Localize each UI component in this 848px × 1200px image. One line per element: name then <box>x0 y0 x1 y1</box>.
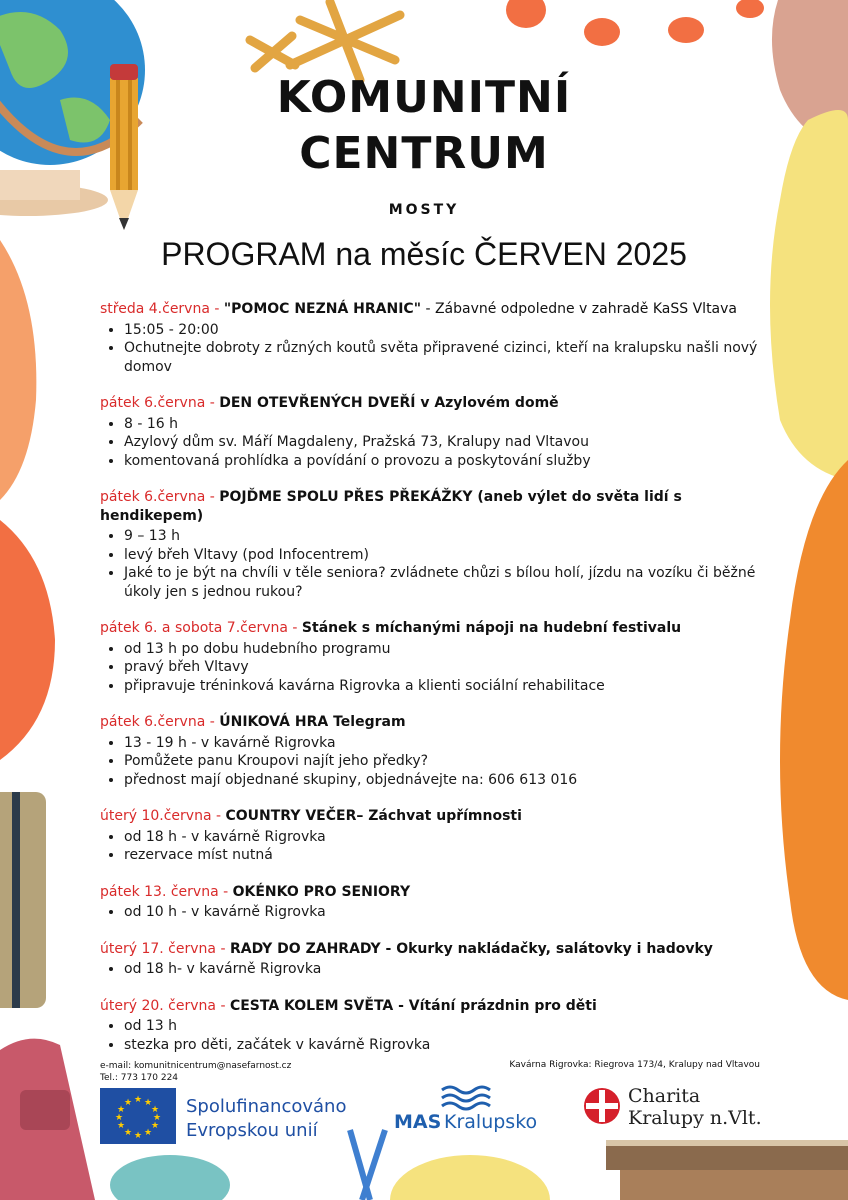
svg-text:★: ★ <box>133 1095 143 1105</box>
event-date: pátek 6. a sobota 7.června <box>100 620 288 636</box>
event-title: ÚNIKOVÁ HRA Telegram <box>219 714 406 730</box>
svg-text:★: ★ <box>143 1128 153 1138</box>
event-title: OKÉNKO PRO SENIORY <box>232 883 411 900</box>
title-line-1: KOMUNITNÍ <box>276 72 572 123</box>
svg-text:★: ★ <box>143 1098 153 1108</box>
mas-logo <box>392 1084 542 1134</box>
event-4 <box>100 619 770 695</box>
list-item: • od 13 h po dobu hudebního programu <box>124 640 770 659</box>
list-item: • levý břeh Vltavy (pod Infocentrem) <box>124 546 770 565</box>
list-item: • Ochutnejte dobroty z různých koutů světa připravené cizinci, kteří na kralupsku našli nový domov <box>124 339 770 376</box>
separator: - <box>209 301 224 317</box>
event-title: Stánek s míchanými nápoji na hudební festivalu <box>301 620 682 636</box>
list-item: • od 18 h - v kavárně Rigrovka <box>124 828 770 847</box>
list-item: • 13 - 19 h - v kavárně Rigrovka <box>124 734 770 753</box>
list-item: • rezervace míst nutná <box>124 846 770 865</box>
event-title: CESTA KOLEM SVĚTA - Vítání prázdnin pro děti <box>229 997 597 1014</box>
notebook-illustration <box>0 792 46 1008</box>
separator: - <box>211 808 226 824</box>
event-7 <box>100 883 770 922</box>
list-item: • od 10 h - v kavárně Rigrovka <box>124 903 770 922</box>
charita-cross-icon <box>584 1088 620 1124</box>
event-date: úterý 20. června <box>100 997 216 1014</box>
event-9 <box>100 997 770 1055</box>
event-8 <box>100 940 770 979</box>
footer-address: Kavárna Rigrovka: Riegrova 173/4, Kralupy nad Vltavou <box>509 1060 760 1070</box>
orange-blob-left <box>0 520 55 760</box>
event-title: COUNTRY VEČER– Záchvat upřímnosti <box>225 808 522 824</box>
event-title: "POMOC NEZNÁ HRANIC" <box>223 301 421 317</box>
event-date: úterý 17. června <box>100 940 216 957</box>
separator: - <box>287 620 302 636</box>
event-date: středa 4.června <box>100 301 210 317</box>
event-1 <box>100 300 770 376</box>
list-item: • stezka pro děti, začátek v kavárně Rigrovka <box>124 1036 770 1055</box>
charita-line1: Charita <box>628 1085 701 1107</box>
list-item: • 8 - 16 h <box>124 415 770 434</box>
list-item: • 15:05 - 20:00 <box>124 321 770 340</box>
list-item: • pravý břeh Vltavy <box>124 658 770 677</box>
separator: - <box>218 883 233 900</box>
orange-blob-left-top <box>0 240 36 500</box>
list-item: • přednost mají objednané skupiny, objednávejte na: 606 613 016 <box>124 771 770 790</box>
svg-text:★: ★ <box>150 1105 160 1115</box>
event-title: POJĎME SPOLU PŘES PŘEKÁŽKY (aneb výlet do světa lidí s hendikepem) <box>100 489 682 524</box>
list-item: • od 13 h <box>124 1017 770 1036</box>
separator: - <box>216 997 230 1014</box>
event-5 <box>100 713 770 789</box>
svg-text:★: ★ <box>150 1121 160 1131</box>
list-item: • připravuje tréninková kavárna Rigrovka a klienti sociální rehabilitace <box>124 677 770 696</box>
charita-logo <box>582 1084 782 1128</box>
event-title: RADY DO ZAHRADY - Okurky nakládačky, salátovky i hadovky <box>229 940 713 957</box>
event-date: pátek 6.června <box>100 714 206 730</box>
eu-text-line1: Spolufinancováno <box>186 1096 346 1117</box>
svg-text:★: ★ <box>152 1113 162 1123</box>
charita-line2: Kralupy n.Vlt. <box>628 1107 762 1128</box>
list-item: • Pomůžete panu Kroupovi najít jeho předky? <box>124 752 770 771</box>
event-3 <box>100 488 770 601</box>
yellow-blob-bottom <box>390 1155 550 1200</box>
list-item: • Azylový dům sv. Máří Magdaleny, Pražská 73, Kralupy nad Vltavou <box>124 433 770 452</box>
event-subtitle: - Zábavné odpoledne v zahradě KaSS Vltava <box>421 301 737 317</box>
orange-dots <box>506 0 764 46</box>
event-date: pátek 13. června <box>100 883 219 900</box>
footer-contact <box>100 1060 291 1084</box>
scissors-illustration <box>350 1130 385 1200</box>
separator: - <box>216 940 230 957</box>
list-item: • Jaké to je být na chvíli v těle seniora? zvládnete chůzi s bílou holí, jízdu na vozíku či běžné úkoly jen s jednou rukou? <box>124 564 770 601</box>
title-line-2: CENTRUM <box>299 128 549 179</box>
event-date: pátek 6.června <box>100 489 206 505</box>
subtitle: MOSTY <box>388 202 460 218</box>
contact-email[interactable]: e-mail: komunitnicentrum@nasefarnost.cz <box>100 1061 292 1071</box>
list-item: • 9 – 13 h <box>124 527 770 546</box>
event-title: DEN OTEVŘENÝCH DVEŘÍ v Azylovém domě <box>219 395 559 411</box>
separator: - <box>205 395 220 411</box>
svg-text:★: ★ <box>114 1113 124 1123</box>
mas-prefix: MAS <box>394 1111 442 1133</box>
svg-text:★: ★ <box>116 1105 126 1115</box>
separator: - <box>205 714 220 730</box>
svg-text:★: ★ <box>123 1098 133 1108</box>
event-date: úterý 10.června <box>100 808 212 824</box>
eu-text-line2: Evropskou unií <box>186 1120 318 1141</box>
event-date: pátek 6.června <box>100 395 206 411</box>
list-item: • komentovaná prohlídka a povídání o provozu a poskytování služby <box>124 452 770 471</box>
svg-text:★: ★ <box>116 1121 126 1131</box>
mas-name: Kralupsko <box>444 1111 538 1133</box>
list-item: • od 18 h- v kavárně Rigrovka <box>124 960 770 979</box>
program-list <box>100 300 770 1072</box>
eu-logo <box>100 1088 346 1144</box>
event-2 <box>100 394 770 470</box>
teal-blob <box>110 1155 230 1200</box>
program-headline: PROGRAM na měsíc ČERVEN 2025 <box>161 236 687 272</box>
svg-text:★: ★ <box>133 1131 143 1141</box>
star-doodle <box>250 2 400 80</box>
separator: - <box>205 489 220 505</box>
svg-text:★: ★ <box>123 1128 133 1138</box>
waves-icon <box>442 1087 490 1109</box>
backpack-illustration <box>0 1039 95 1200</box>
contact-phone: Tel.: 773 170 224 <box>100 1073 179 1083</box>
event-6 <box>100 807 770 865</box>
books-illustration <box>606 1140 848 1200</box>
orange-blob-right <box>780 460 848 1000</box>
